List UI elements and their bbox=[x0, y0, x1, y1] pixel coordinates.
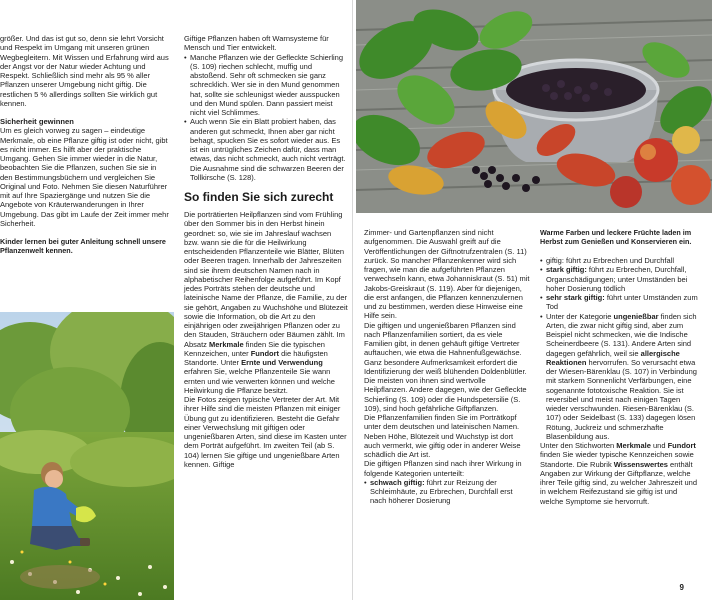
keywords-paragraph: Unter den Stichworten Merkmale und Fundort finden Sie wieder typische Kennzeichen sowie Standorte. Die Rubrik Wissenswertes enthält Angaben zur Wirkung der Giftpflanze, welche ihrer Teile giftig sind, zu welcher Jahreszeit und in welchem Reifezustand sie giftig ist und welche Symptome sie hervorruft. bbox=[540, 441, 698, 506]
section-paragraph: Um es gleich vorweg zu sagen – eindeutige Merkmale, ob eine Pflanze giftig ist oder nicht, gibt es nicht immer. Es hilft aber der praktische Umgang. Gehen Sie immer wieder in die Natur, beobachten Sie die Pflanzen, suchen Sie sie in den Bestimmungsbüchern und vergleichen Sie Original und Foto. Nehmen Sie diesen Naturführer mit auf Ihre Spaziergänge und nutzen Sie die Angebote von Kräuterwanderungen in Ihrer Umgebung. Das gibt im Laufe der Zeit immer mehr Sicherheit. bbox=[0, 126, 169, 228]
section-heading-sicherheit: Sicherheit gewinnen bbox=[0, 117, 74, 126]
category-list-cont bbox=[540, 256, 700, 441]
child-meadow-image bbox=[0, 312, 174, 600]
heading-so-finden: So finden Sie sich zurecht bbox=[184, 190, 334, 204]
categories-intro: Die giftigen Pflanzen sind nach ihrer Wirkung in folgende Kategorien unterteilt: bbox=[364, 459, 522, 478]
left-page-column-1 bbox=[0, 34, 170, 255]
families-paragraph: Die giftigen und ungenießbaren Pflanzen sind nach Pflanzenfamilien sortiert, da es viele Familien gibt, in denen gehäuft giftige Vertreter auftauchen, wie etwa die Hahnenfußgewächse. Ganz besondere Aufmerksamkeit erfordert die Identifizierung der weiß blühenden Doldenblütler. Die meisten von ihnen sind wertvolle Heilpflanzen. Andere dagegen, wie der Gefleckte Schierling (S. 109) oder die Hundspetersilie (S. 109), sind hoch gefährliche Giftpflanzen. bbox=[364, 320, 527, 413]
warning-bullet-1: • Manche Pflanzen wie der Gefleckte Schierling (S. 109) riechen schlecht, muffig und abstoßend. Sehr oft schmecken sie ganz schrecklich. Wer sie in den Mund genommen hat, sollte sie schleunigst wieder ausspucken und den Mund spülen. Dann passiert meist nicht viel Schlimmes. bbox=[184, 53, 348, 118]
right-photo-caption-wrap bbox=[540, 228, 700, 246]
warning-bullet-2: • Auch wenn Sie ein Blatt probiert haben, das anderen gut schmeckt, Ihnen aber gar nicht behagt, spucken Sie es sofort wieder aus. Es ist ein untrügliches Zeichen dafür, dass man etwas, das nicht schmeckt, auch nicht verträgt. Die Ausnahme sind die schwarzen Beeren der Tollkirsche (S. 128). bbox=[184, 117, 348, 182]
right-page-column-1 bbox=[364, 228, 530, 506]
orientation-paragraph-1: Die porträtierten Heilpflanzen sind vom Frühling über den Sommer bis in den Herbst hinein geordnet: so, wie sie im Jahreslauf wachsen bzw. wann sie die für die Heilwirkung entscheidenden Pflanzenteile wie Blätter, Blüten oder Beeren tragen. Innerhalb der Jahreszeiten sind sie ihrem deutschen Namen nach in alphabetischer Reihenfolge aufgeführt. Im Kopf jedes Porträts stehen der deutsche und lateinische Name der Pflanze, die Familie, zu der sie gehört, Angaben zu Wuchshöhe und Blütezeit sowie die Information, ob die Art zu den einjährigen oder zweijährigen Pflanzen oder zu den Stauden, Sträuchern oder Bäumen zählt. Im Absatz Merkmale finden Sie die typischen Kennzeichen, unter Fundort die häufigsten Standorte. Unter Ernte und Verwendung erfahren Sie, welche Pflanzenteile Sie wann ernten und wie verwerten können und welche Heilwirkung die Pflanze besitzt. bbox=[184, 210, 348, 395]
orientation-paragraph-2: Die Fotos zeigen typische Vertreter der Art. Mit ihrer Hilfe sind die meisten Pflanzen mit einiger Übung gut zu identifizieren. Besteht die Gefahr einer Verwechslung mit giftigen oder ungenießbaren Arten, sind diese im Kasten unter dem Porträt aufgeführt. Im zweiten Teil (ab S. 104) lernen Sie giftige und ungenießbare Arten kennen. Giftige bbox=[184, 395, 347, 469]
warning-list bbox=[184, 53, 348, 183]
selection-paragraph: Zimmer- und Gartenpflanzen sind nicht aufgenommen. Die Auswahl greift auf die Veröffentlichungen der Giftnotrufzentralen (S. 11) zurück. So mancher Pflanzenkenner wird sich fragen, wie man die aufgeführten Pflanzen verwechseln kann, etwa Johanniskraut (S. 51) mit Jakobs-Greiskraut (S. 119). Aber für diejenigen, die erst anfangen, die Pflanzen kennenzulernen und zu bestimmen, werden diese Hinweise eine Hilfe sein. bbox=[364, 228, 530, 321]
page-number: 9 bbox=[679, 583, 684, 592]
photo-autumn-fruits bbox=[356, 0, 712, 213]
category-list-start bbox=[364, 478, 530, 506]
left-page-column-2 bbox=[184, 34, 348, 469]
photo-caption-right: Warme Farben und leckere Früchte laden im Herbst zum Genießen und Konservieren ein. bbox=[540, 228, 692, 246]
intro-paragraph: größer. Und das ist gut so, denn sie lehrt Vorsicht und Respekt im Umgang mit unseren grünen Wegbegleitern. Mit Wissen und Erfahrung wird aus der Angst vor der Natur wieder Achtung und Respekt. Schließlich sind mehr als 95 % aller Pflanzen unserer Umgebung nicht giftig. Die restlichen 5 % allerdings sollten Sie wirklich gut kennen. bbox=[0, 34, 169, 108]
category-sehr-stark-giftig: • sehr stark giftig: führt unter Umständen zum Tod bbox=[540, 293, 700, 312]
category-giftig: • giftig: führt zu Erbrechen und Durchfall bbox=[540, 256, 700, 265]
autumn-fruits-image bbox=[356, 0, 712, 213]
page-gutter bbox=[352, 0, 353, 600]
photo-child-meadow bbox=[0, 312, 174, 600]
category-stark-giftig: • stark giftig: führt zu Erbrechen, Durchfall, Organschädigungen; unter Umständen bei hoher Dosierung tödlich bbox=[540, 265, 700, 293]
right-page-column-2 bbox=[540, 256, 700, 506]
category-ungeniessbar: • Unter der Kategorie ungenießbar finden sich Arten, die zwar nicht giftig sind, aber zum Beispiel nicht schmecken, wie die Indische Scheinerdbeere (S. 131). Andere Arten sind dagegen gefährlich, weil sie allergische Reaktionen hervorrufen. So verursacht etwa der Wiesen-Bärenklau (S. 107) in Verbindung mit starkem Sonnenlicht Verfärbungen, eine sogenannte fototoxische Reaktion. Sie ist reversibel und meist nach einigen Tagen wieder verschwunden. Riesen-Bärenklau (S. 107) oder Seidelbast (S. 133) dagegen lösen Rötung, Juckreiz und schmerzhafte Blasenbildung aus. bbox=[540, 312, 700, 442]
portrait-head-paragraph: Die Pflanzenfamilien finden Sie im Porträtkopf unter dem deutschen und lateinischen Namen. Neben Höhe, Blütezeit und Wuchstyp ist dort auch vermerkt, wie giftig oder in anderer Weise schädlich die Art ist. bbox=[364, 413, 521, 459]
warning-intro: Giftige Pflanzen haben oft Warnsysteme für Mensch und Tier entwickelt. bbox=[184, 34, 329, 53]
photo-caption-left: Kinder lernen bei guter Anleitung schnell unsere Pflanzenwelt kennen. bbox=[0, 237, 166, 255]
category-schwach-giftig: • schwach giftig: führt zur Reizung der Schleimhäute, zu Erbrechen, Durchfall erst nach höherer Dosierung bbox=[364, 478, 530, 506]
